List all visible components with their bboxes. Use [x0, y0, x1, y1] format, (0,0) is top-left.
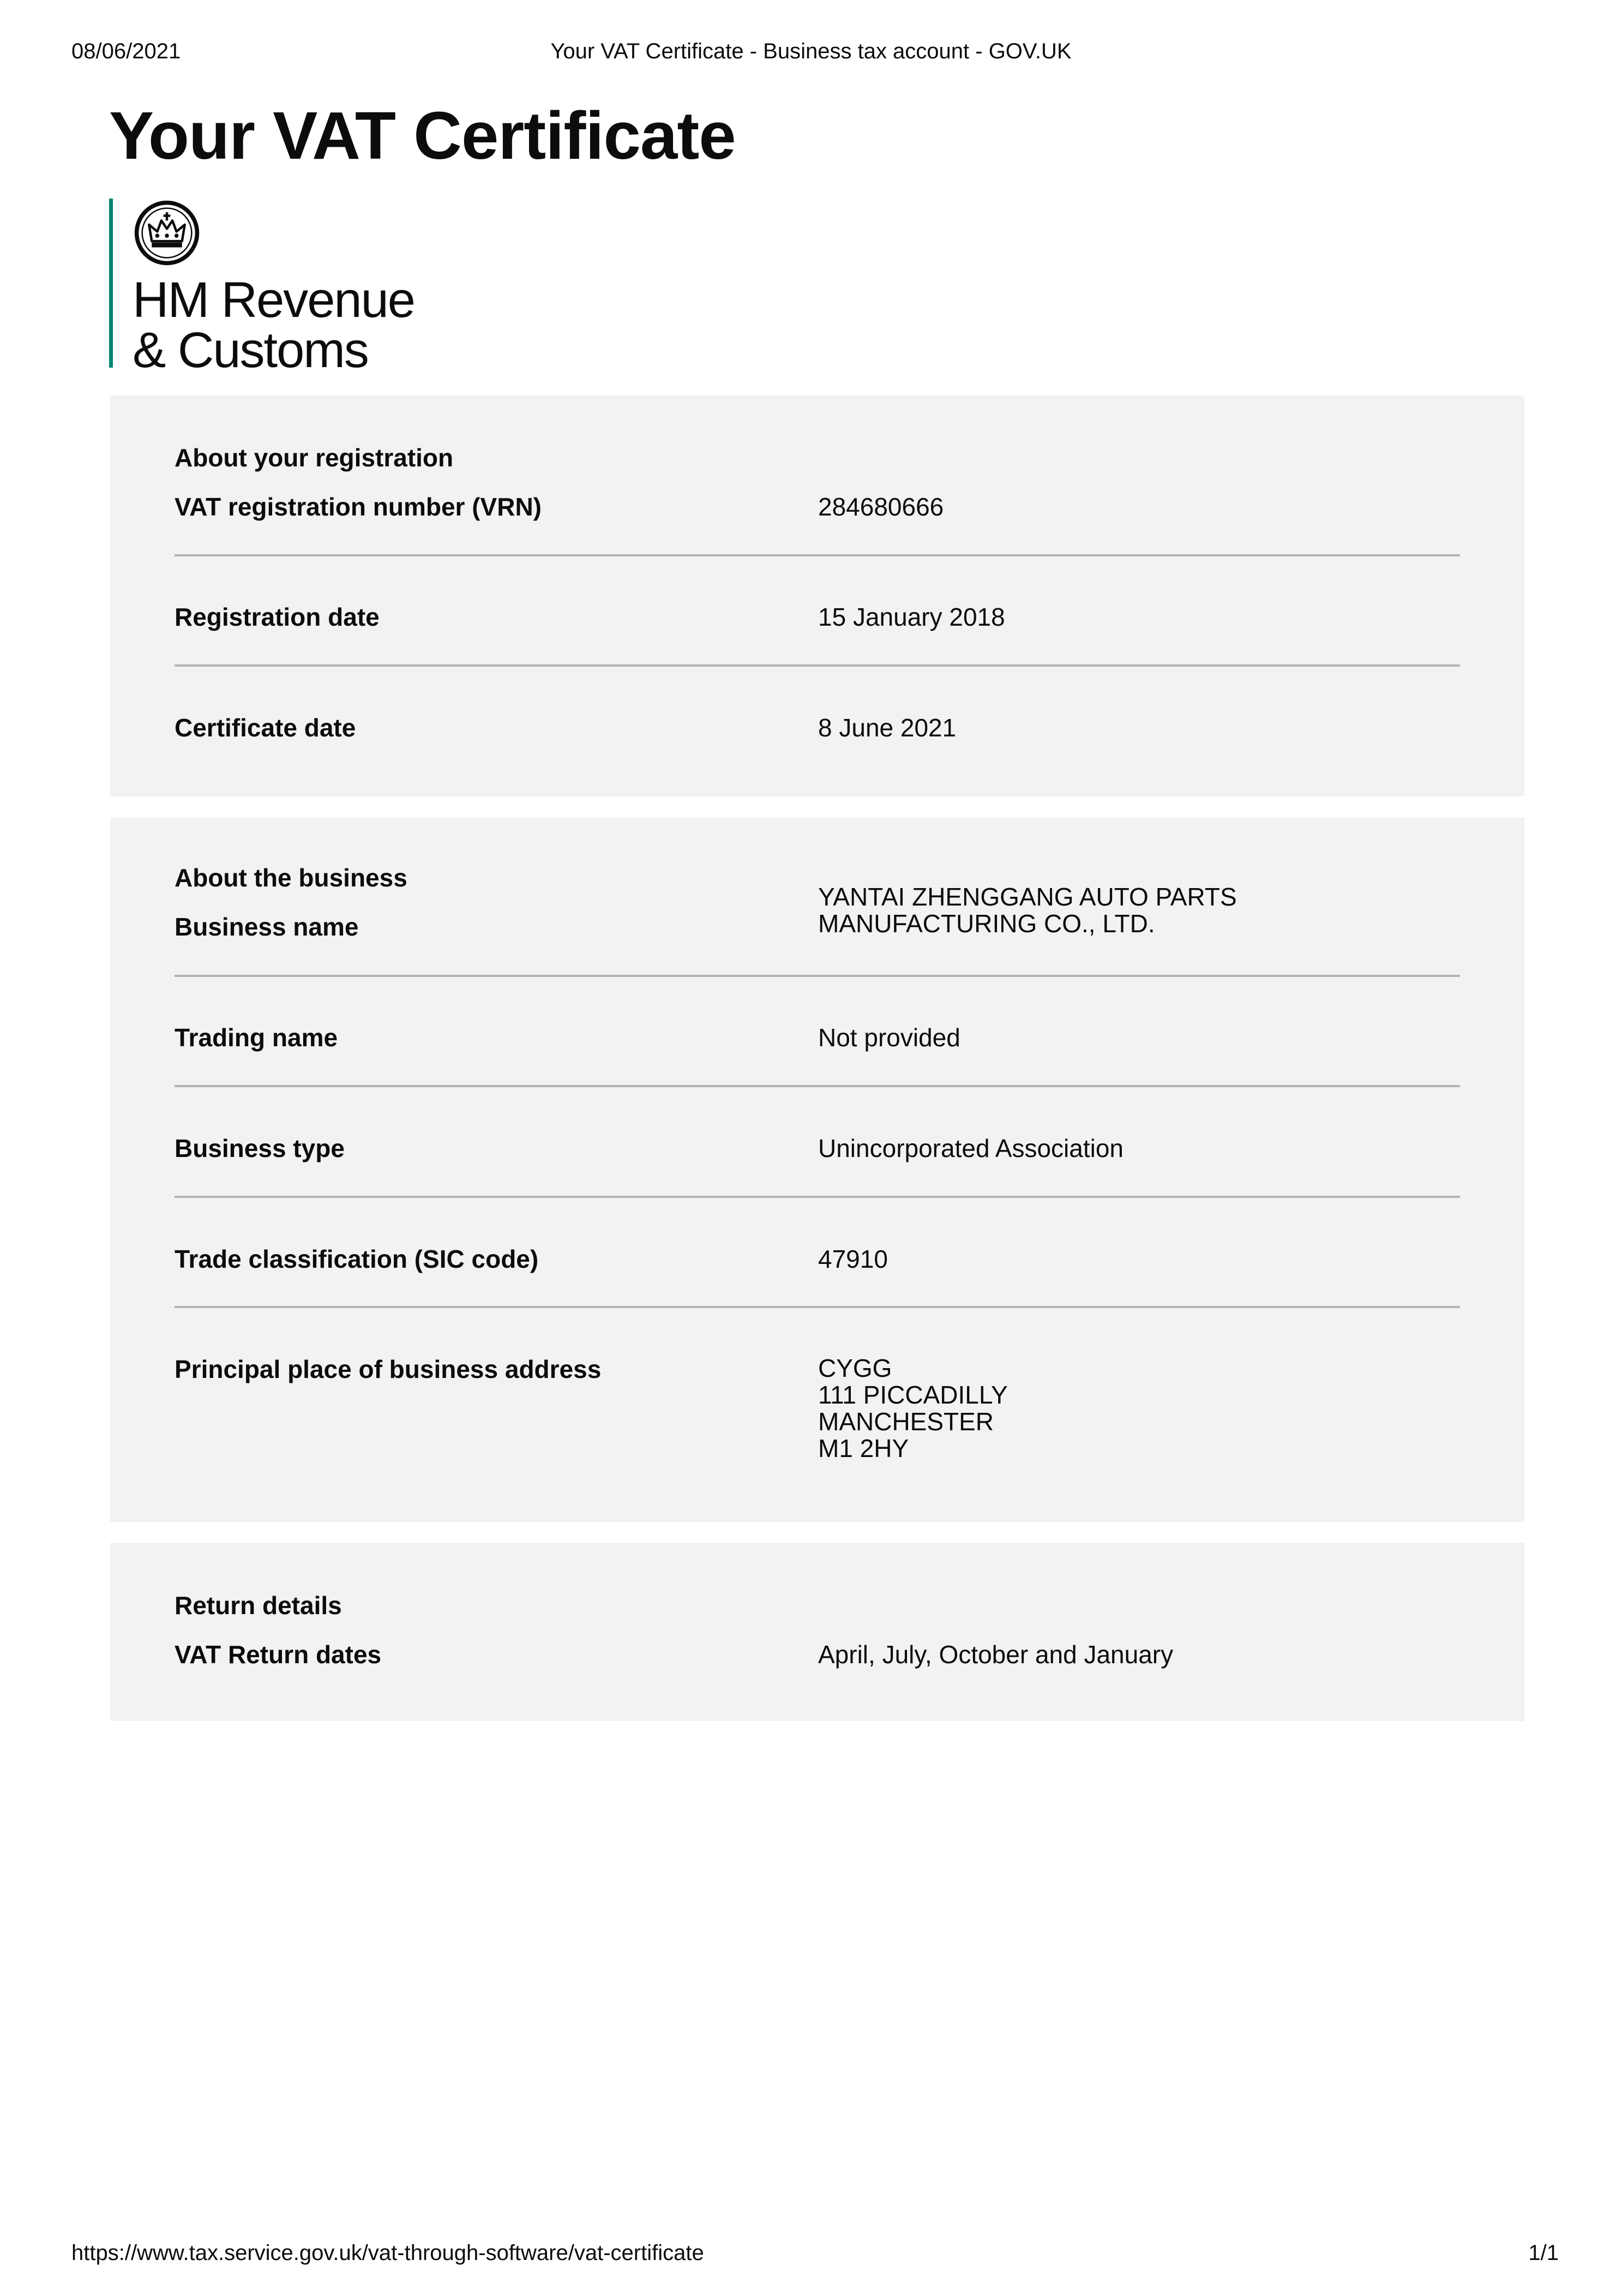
business-name-label: Business name [175, 913, 359, 941]
address-line: 111 PICCADILLY [818, 1381, 1008, 1409]
divider [175, 1085, 1460, 1087]
business-panel [110, 818, 1524, 1522]
vrn-label: VAT registration number (VRN) [175, 493, 542, 521]
address-label: Principal place of business address [175, 1355, 602, 1383]
divider [175, 554, 1460, 556]
divider [175, 975, 1460, 977]
business-name-line: YANTAI ZHENGGANG AUTO PARTS [818, 883, 1237, 911]
print-page-title: Your VAT Certificate - Business tax account - GOV.UK [550, 39, 1072, 63]
registration-panel [110, 395, 1524, 796]
trading-name-value: Not provided [818, 1023, 960, 1052]
hmrc-logo [109, 199, 418, 378]
crown-crest-icon [133, 199, 201, 267]
address-value [818, 1355, 1008, 1462]
sic-code-label: Trade classification (SIC code) [175, 1245, 539, 1273]
returns-panel [110, 1543, 1524, 1721]
registration-date-label: Registration date [175, 603, 380, 631]
business-heading: About the business [175, 864, 407, 892]
vat-return-dates-label: VAT Return dates [175, 1640, 382, 1669]
trading-name-label: Trading name [175, 1023, 338, 1052]
divider [175, 1306, 1460, 1308]
page-title: Your VAT Certificate [109, 99, 736, 173]
registration-heading: About your registration [175, 443, 454, 472]
divider [175, 1196, 1460, 1198]
sic-code-value: 47910 [818, 1245, 888, 1273]
business-name-value [818, 884, 1237, 937]
print-url: https://www.tax.service.gov.uk/vat-through-software/vat-certificate [71, 2241, 704, 2265]
certificate-date-value: 8 June 2021 [818, 714, 957, 742]
logo-text-line2: & Customs [133, 322, 368, 378]
certificate-date-label: Certificate date [175, 714, 356, 742]
address-line: CYGG [818, 1354, 892, 1382]
vrn-value: 284680666 [818, 493, 944, 521]
business-type-label: Business type [175, 1134, 345, 1162]
business-type-value: Unincorporated Association [818, 1134, 1124, 1162]
divider [175, 664, 1460, 667]
logo-text-line1: HM Revenue [133, 272, 414, 328]
address-line: MANCHESTER [818, 1407, 994, 1436]
returns-heading: Return details [175, 1591, 342, 1620]
registration-date-value: 15 January 2018 [818, 603, 1005, 631]
address-line: M1 2HY [818, 1434, 909, 1462]
business-name-line: MANUFACTURING CO., LTD. [818, 909, 1155, 938]
vat-return-dates-value: April, July, October and January [818, 1640, 1174, 1669]
print-date: 08/06/2021 [71, 39, 181, 63]
print-page-number: 1/1 [1528, 2241, 1559, 2265]
